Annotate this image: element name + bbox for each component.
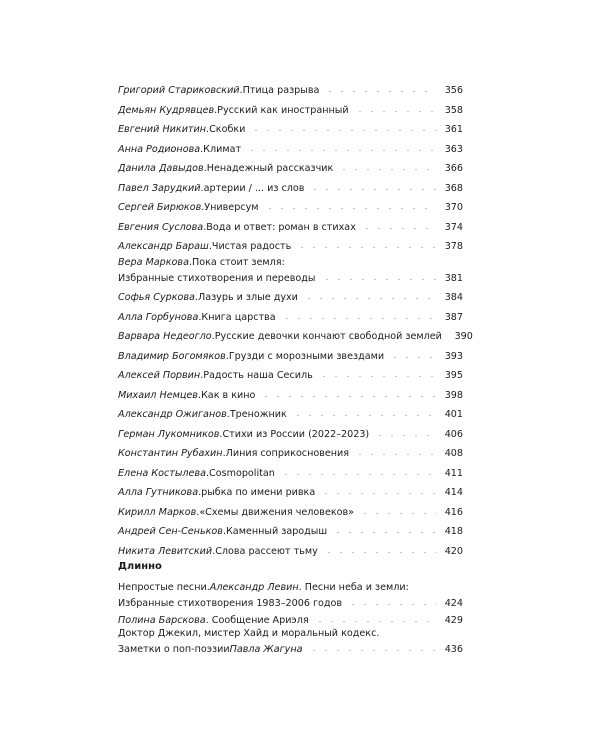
- toc-entry: [118, 198, 463, 213]
- toc-line: [118, 101, 463, 116]
- dot-leader: [332, 522, 437, 534]
- entry-author: Александр Левин: [209, 582, 299, 593]
- entry-author: Алексей Порвин: [118, 370, 201, 381]
- dot-leader: [281, 308, 437, 320]
- entry-title: Ненадежный рассказчик: [206, 163, 334, 174]
- entry-separator: .: [219, 428, 223, 440]
- entry-author: Павла Жагуна: [229, 644, 303, 655]
- toc-entry: [118, 611, 463, 626]
- dot-leader: [250, 120, 437, 132]
- entry-title: Cosmopolitan: [209, 467, 275, 479]
- toc-line: [118, 159, 463, 174]
- entry-page-number: 411: [444, 467, 463, 479]
- entry-title-continued: Избранные стихотворения 1983–2006 годов: [118, 598, 343, 609]
- entry-page-number: 384: [444, 292, 463, 303]
- entry-author: Анна Родионова: [118, 143, 201, 155]
- dot-leader: [359, 503, 437, 515]
- entry-author: Евгений Никитин: [118, 124, 207, 135]
- toc-entry: [118, 503, 463, 518]
- entry-author: Сергей Бирюков: [118, 202, 202, 213]
- toc-entry: [118, 237, 463, 252]
- toc-line: [118, 81, 463, 96]
- dot-leader: [347, 594, 437, 606]
- entry-author: Варвара Недеогло: [118, 331, 212, 342]
- entry-separator: .: [214, 104, 218, 116]
- entry-separator: .: [206, 124, 210, 135]
- entry-author: Демьян Кудрявцев: [118, 104, 215, 116]
- entry-page-number: 395: [444, 370, 463, 381]
- dot-leader: [260, 386, 437, 398]
- entry-title: Климат: [203, 143, 242, 155]
- entry-title: Треножник: [229, 409, 287, 420]
- toc-line: [118, 269, 463, 284]
- entry-title: Лазурь и злые духи: [197, 292, 298, 303]
- toc-entry: [118, 101, 463, 116]
- entry-page-number: 363: [444, 143, 463, 155]
- entry-author: Никита Левитский: [118, 545, 213, 557]
- dot-leader: [246, 140, 437, 152]
- toc-line: [118, 464, 463, 479]
- entry-page-number: 370: [444, 202, 463, 213]
- entry-separator: .: [222, 526, 226, 537]
- entry-title: Вода и ответ: роман в стихах: [206, 221, 356, 233]
- dot-leader: [280, 464, 437, 476]
- toc-entry: [118, 386, 463, 401]
- toc-entry: [118, 327, 473, 342]
- entry-title: . Сообщение Ариэля: [205, 615, 309, 626]
- entry-title: . Песни неба и земли:: [298, 582, 409, 593]
- entry-title: Книга царства: [201, 311, 276, 323]
- toc-line: [118, 594, 463, 609]
- entry-separator: .: [198, 311, 202, 323]
- entry-page-number: 356: [444, 85, 463, 96]
- toc-line: [118, 237, 463, 252]
- toc-line: [118, 308, 463, 323]
- dot-leader: [324, 81, 437, 93]
- dot-leader: [309, 179, 437, 191]
- entry-title: Птица разрыва: [242, 85, 320, 96]
- entry-title: Слова рассеют тьму: [215, 545, 318, 557]
- entry-title: Каменный зародыш: [226, 526, 328, 537]
- toc-line: [118, 366, 463, 381]
- entry-title: Русские девочки кончают свободной землей: [214, 331, 442, 342]
- dot-leader: [308, 640, 437, 652]
- entry-separator: .: [211, 331, 215, 342]
- toc-line: [118, 120, 463, 135]
- toc-line: [118, 288, 463, 303]
- entry-title: Чистая радость: [211, 241, 292, 252]
- table-of-contents: [118, 81, 473, 561]
- entry-title: Стихи из России (2022–2023): [222, 428, 370, 440]
- entry-page-number: 429: [444, 615, 463, 626]
- entry-title: «Схемы движения человеков»: [199, 506, 355, 518]
- toc-entry: [118, 483, 463, 498]
- dot-leader: [374, 425, 437, 437]
- toc-line: [118, 611, 463, 626]
- toc-entry: [118, 405, 463, 420]
- entry-separator: .: [203, 221, 207, 233]
- entry-author: Герман Лукомников: [118, 428, 220, 440]
- entry-page-number: 406: [444, 428, 463, 440]
- toc-entry: [118, 425, 463, 440]
- toc-line: [118, 503, 463, 518]
- dot-leader: [320, 483, 437, 495]
- toc-entry: [118, 464, 463, 479]
- entry-page-number: 358: [444, 104, 463, 116]
- entry-separator: .: [200, 182, 204, 194]
- entry-title: Линия соприкосновения: [225, 448, 350, 459]
- entry-separator: .: [226, 409, 230, 420]
- entry-page-number: 416: [444, 506, 463, 518]
- entry-page-number: 374: [444, 221, 463, 233]
- toc-line: [118, 640, 463, 655]
- entry-separator: .: [200, 370, 204, 381]
- toc-line: [118, 444, 463, 459]
- entry-title: Пока стоит земля:: [192, 256, 285, 268]
- toc-line: [118, 218, 463, 233]
- entry-page-number: 424: [444, 598, 463, 609]
- toc-entry: [118, 256, 463, 284]
- toc-entry: [118, 308, 463, 323]
- entry-separator: .: [200, 143, 204, 155]
- entry-author: Данила Давыдов: [118, 163, 204, 174]
- dot-leader: [292, 405, 437, 417]
- entry-separator: .: [198, 487, 202, 498]
- entry-author: Александр Бараш: [118, 241, 209, 252]
- toc-line: [118, 179, 463, 194]
- section-contents: [118, 582, 463, 657]
- dot-leader: [361, 218, 437, 230]
- toc-entry: [118, 288, 463, 303]
- entry-title: Скобки: [209, 124, 246, 135]
- toc-entry: [118, 628, 463, 655]
- toc-line: [118, 140, 463, 155]
- entry-page-number: 368: [444, 182, 463, 194]
- toc-entry: [118, 120, 463, 135]
- dot-leader: [354, 444, 437, 456]
- entry-page-number: 418: [444, 526, 463, 537]
- entry-page-number: 414: [444, 487, 463, 498]
- toc-line: [118, 386, 463, 401]
- entry-author: Алла Гутникова: [118, 487, 199, 498]
- entry-author: Владимир Богомяков: [118, 350, 226, 362]
- dot-leader: [264, 198, 438, 210]
- toc-entry: [118, 179, 463, 194]
- entry-page-number: 366: [444, 163, 463, 174]
- toc-entry: [118, 366, 463, 381]
- entry-title-continued: Избранные стихотворения и переводы: [118, 272, 316, 284]
- toc-line: [118, 628, 463, 640]
- entry-page-number: 401: [444, 409, 463, 420]
- toc-line: [118, 327, 473, 342]
- toc-entry: [118, 542, 463, 557]
- toc-entry: [118, 218, 463, 233]
- toc-line: [118, 405, 463, 420]
- entry-page-number: 361: [444, 124, 463, 135]
- entry-separator: .: [196, 506, 200, 518]
- entry-title: Радость наша Сесиль: [203, 370, 313, 381]
- entry-page-number: 381: [444, 272, 463, 284]
- entry-title: Русский как иностранный: [217, 104, 349, 116]
- toc-entry: [118, 582, 463, 609]
- entry-page-number: 436: [444, 644, 463, 655]
- entry-title-continued: Заметки о поп-поэзии: [118, 644, 230, 655]
- entry-page-number: 390: [454, 331, 473, 342]
- entry-author: Константин Рубахин: [118, 448, 223, 459]
- entry-author: Кирилл Марков: [118, 506, 197, 518]
- toc-line: [118, 347, 463, 362]
- entry-page-number: 387: [444, 311, 463, 323]
- entry-separator: .: [205, 467, 210, 479]
- entry-page-number: 420: [444, 545, 463, 557]
- dot-leader: [314, 611, 437, 623]
- entry-author: Софья Суркова: [118, 292, 195, 303]
- toc-line: [118, 542, 463, 557]
- entry-separator: .: [203, 163, 207, 174]
- entry-author: Полина Барскова: [118, 615, 206, 626]
- entry-page-number: 393: [444, 350, 463, 362]
- entry-page-number: 398: [444, 389, 463, 401]
- entry-author: Григорий Стариковский: [118, 85, 240, 96]
- dot-leader: [323, 542, 437, 554]
- toc-line: [118, 425, 463, 440]
- dot-leader: [338, 159, 437, 171]
- entry-page-number: 408: [444, 448, 463, 459]
- entry-separator: .: [197, 389, 201, 401]
- entry-page-number: 378: [444, 241, 463, 252]
- dot-leader: [389, 347, 437, 359]
- entry-title: Грузди с морозными звездами: [228, 350, 385, 362]
- entry-separator: .: [225, 350, 229, 362]
- toc-entry: [118, 159, 463, 174]
- entry-separator: .: [208, 241, 212, 252]
- entry-title: рыбка по имени ривка: [201, 487, 316, 498]
- entry-author: Михаил Немцев: [118, 389, 198, 401]
- dot-leader: [354, 101, 437, 113]
- entry-separator: .: [188, 256, 193, 268]
- section-title: Длинно: [118, 561, 162, 572]
- entry-author: Александр Ожиганов: [118, 409, 227, 420]
- entry-separator: .: [222, 448, 226, 459]
- dot-leader: [303, 288, 437, 300]
- entry-title: Универсум: [204, 202, 259, 213]
- toc-entry: [118, 347, 463, 362]
- dot-leader: [318, 366, 437, 378]
- entry-title: артерии / ... из слов: [203, 182, 305, 194]
- entry-separator: .: [239, 85, 243, 96]
- toc-entry: [118, 140, 463, 155]
- toc-line: [118, 582, 463, 594]
- entry-author: Андрей Сен-Сеньков: [118, 526, 223, 537]
- entry-author: Евгения Суслова: [118, 221, 204, 233]
- toc-line: [118, 522, 463, 537]
- toc-line: [118, 483, 463, 498]
- toc-entry: [118, 81, 463, 96]
- entry-author: Павел Зарудкий: [118, 182, 201, 194]
- entry-title: Как в кино: [201, 389, 256, 401]
- entry-separator: .: [194, 292, 198, 303]
- toc-line: [118, 198, 463, 213]
- toc-entry: [118, 522, 463, 537]
- entry-separator: .: [212, 545, 216, 557]
- toc-line: [118, 257, 463, 269]
- entry-author: Вера Маркова: [118, 256, 189, 268]
- toc-entry: [118, 444, 463, 459]
- entry-separator: .: [201, 202, 205, 213]
- dot-leader: [321, 269, 438, 281]
- entry-author: Елена Костылева: [118, 467, 206, 479]
- entry-title: Непростые песни.: [118, 582, 210, 593]
- dot-leader: [296, 237, 437, 249]
- entry-author: Алла Горбунова: [118, 311, 199, 323]
- entry-title: Доктор Джекил, мистер Хайд и моральный кодекс.: [118, 628, 380, 639]
